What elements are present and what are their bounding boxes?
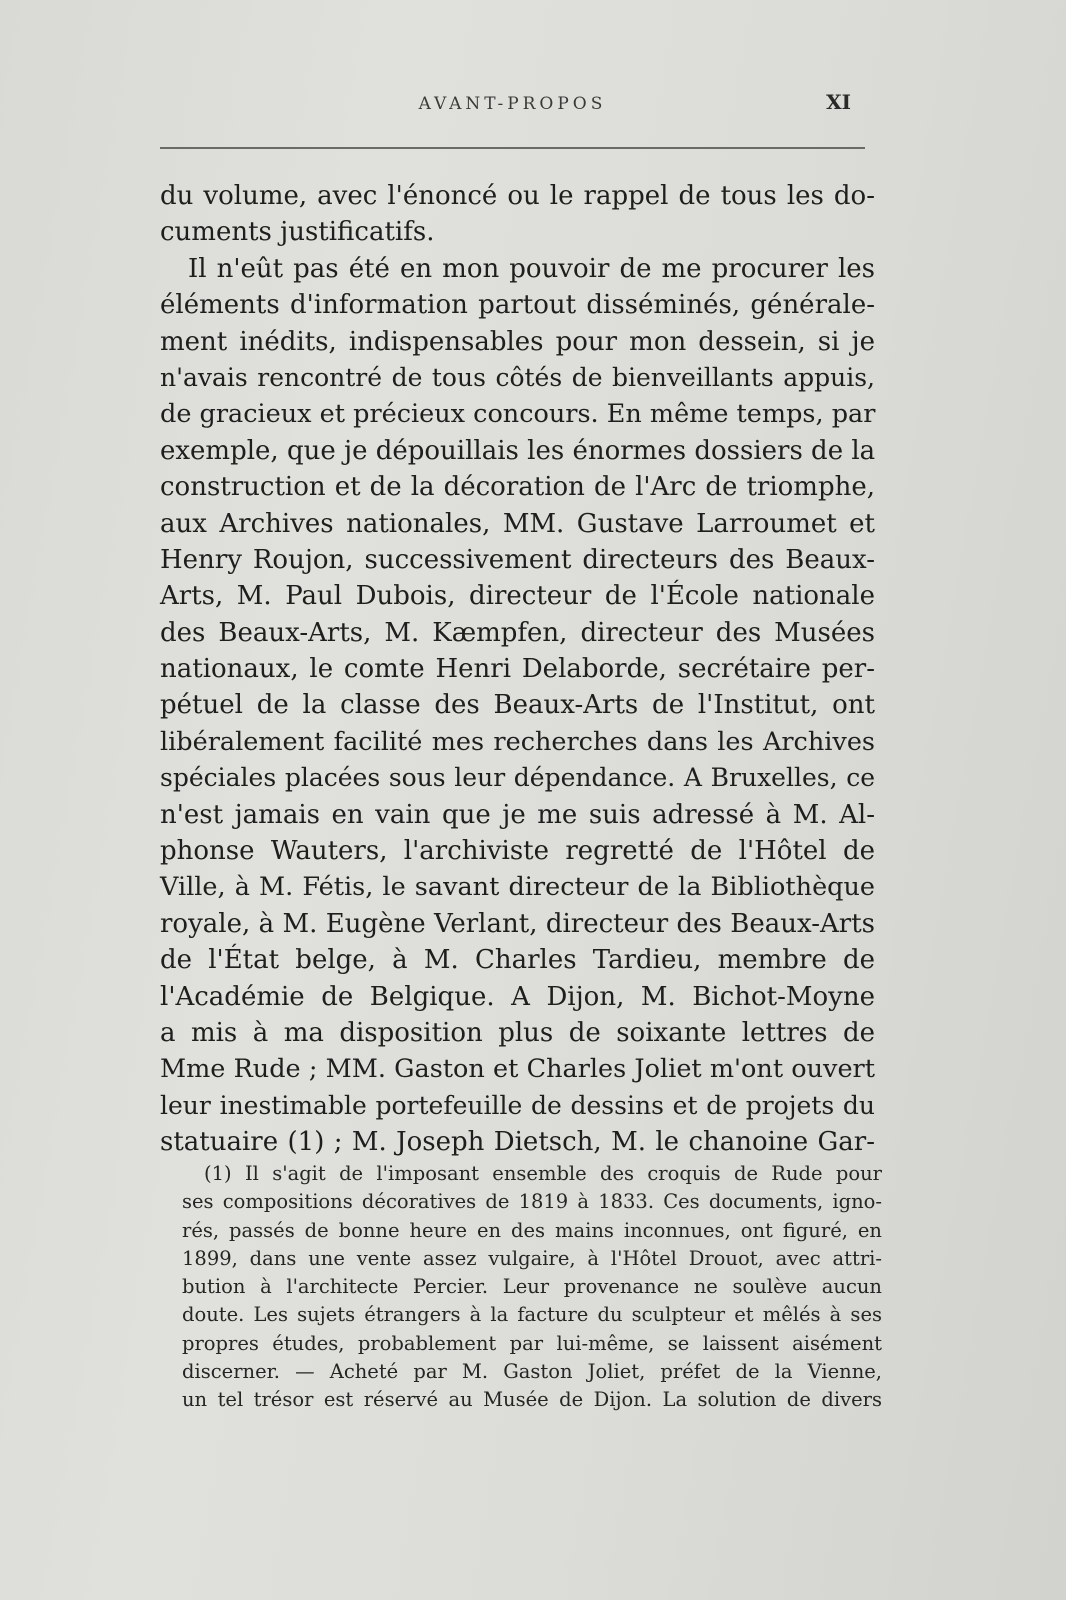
text-line: l'Académie de Belgique. A Dijon, M. Bichot-Moyne [160,981,875,1012]
text-line: construction et de la décoration de l'Arc de triomphe, [160,472,875,503]
text-line: éléments d'information partout disséminés, générale- [160,290,875,321]
text-line: du volume, avec l'énoncé ou le rappel de tous les do- [160,181,875,211]
text-line: leur inestimable portefeuille de dessins et de projets du [160,1090,875,1120]
text-line: de gracieux et précieux concours. En même temps, par [160,399,876,430]
text-line: cuments justificatifs. [160,217,435,248]
text-line: pétuel de la classe des Beaux-Arts de l'Institut, ont [160,690,875,721]
text-line: nationaux, le comte Henri Delaborde, secrétaire per- [160,654,875,685]
text-line: Arts, M. Paul Dubois, directeur de l'École nationale [160,581,875,612]
text-line: ment inédits, indispensables pour mon dessein, si je [160,326,875,357]
text-line: des Beaux-Arts, M. Kæmpfen, directeur des Musées [160,617,875,648]
text-line: aux Archives nationales, MM. Gustave Larroumet et [160,508,875,539]
running-title: AVANT-PROPOS [418,94,607,114]
footnote-line: bution à l'architecte Percier. Leur provenance ne soulève aucun [182,1275,882,1299]
footnote-line: doute. Les sujets étrangers à la facture du sculpteur et mêlés à ses [182,1303,882,1327]
body-text [160,178,875,1161]
page-number: XI [826,90,851,114]
footnote-line: un tel trésor est réservé au Musée de Dijon. La solution de divers [182,1388,882,1412]
text-line: n'est jamais en vain que je me suis adressé à M. Al- [160,799,875,830]
text-line: spéciales placées sous leur dépendance. A Bruxelles, ce [160,763,875,793]
text-line: statuaire (1) ; M. Joseph Dietsch, M. le chanoine Gar- [160,1127,875,1158]
footnote-line: 1899, dans une vente assez vulgaire, à l'Hôtel Drouot, avec attri- [182,1246,882,1270]
text-line: a mis à ma disposition plus de soixante lettres de [160,1017,875,1048]
text-line: Henry Roujon, successivement directeurs des Beaux- [160,544,875,575]
footnote [182,1160,882,1415]
footnote-line: (1) Il s'agit de l'imposant ensemble des croquis de Rude pour [204,1162,882,1185]
text-line: libéralement facilité mes recherches dans les Archives [160,726,875,757]
footnote-line: discerner. — Acheté par M. Gaston Joliet, préfet de la Vienne, [182,1360,882,1384]
text-line: n'avais rencontré de tous côtés de bienveillants appuis, [160,362,875,392]
page-header [160,88,865,128]
text-line: Ville, à M. Fétis, le savant directeur de la Bibliothèque [160,872,875,903]
text-line: de l'État belge, à M. Charles Tardieu, membre de [160,945,875,976]
header-rule [160,147,865,149]
text-line: royale, à M. Eugène Verlant, directeur des Beaux-Arts [160,908,875,939]
text-line: exemple, que je dépouillais les énormes dossiers de la [160,435,876,466]
footnote-line: propres études, probablement par lui-même, se laissent aisément [182,1331,882,1355]
footnote-line: rés, passés de bonne heure en des mains inconnues, ont figuré, en [182,1218,882,1242]
text-line: phonse Wauters, l'archiviste regretté de l'Hôtel de [160,836,875,867]
text-line: Il n'eût pas été en mon pouvoir de me procurer les [188,253,875,284]
text-line: Mme Rude ; MM. Gaston et Charles Joliet m'ont ouvert [160,1054,875,1085]
footnote-line: ses compositions décoratives de 1819 à 1833. Ces documents, igno- [182,1190,882,1214]
